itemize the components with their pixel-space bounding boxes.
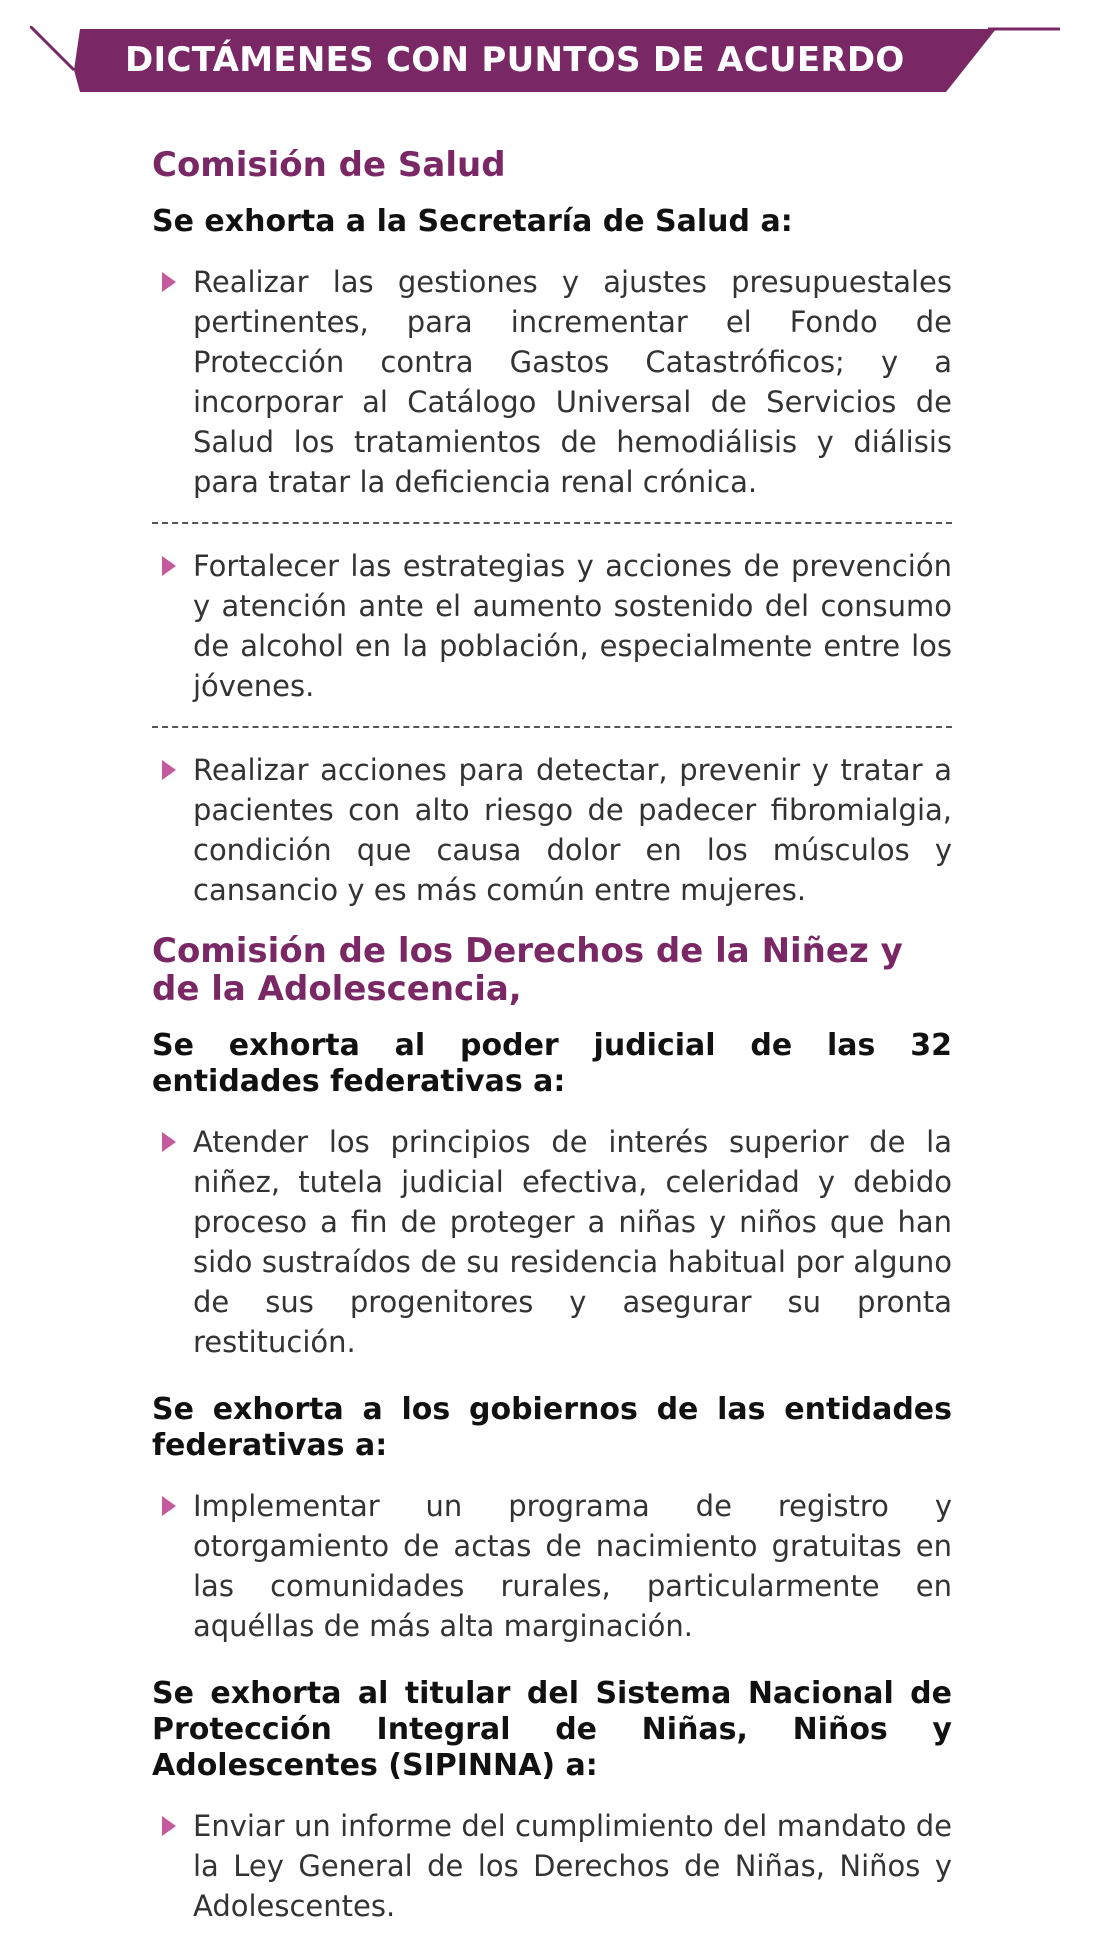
list-item xyxy=(152,546,952,706)
commission-heading: Comisión de Salud xyxy=(152,145,506,185)
dashed-divider xyxy=(152,522,952,524)
list-item-text: Fortalecer las estrategias y acciones de prevención y atención ante el aumento sostenido del consumo de alcohol en la población, especialmente entre los jóvenes. xyxy=(193,549,952,703)
triangle-bullet-icon xyxy=(162,556,176,576)
triangle-bullet-icon xyxy=(162,1132,176,1152)
section-banner xyxy=(30,26,1060,96)
list-item xyxy=(152,1806,952,1926)
commission-heading: Comisión de los Derechos de la Niñez y de la Adolescencia, xyxy=(152,931,903,1009)
dashed-divider xyxy=(152,726,952,728)
list-item xyxy=(152,1122,952,1362)
triangle-bullet-icon xyxy=(162,272,176,292)
triangle-bullet-icon xyxy=(162,760,176,780)
banner-title: DICTÁMENES CON PUNTOS DE ACUERDO xyxy=(125,40,905,80)
list-item-text: Enviar un informe del cumplimiento del mandato de la Ley General de los Derechos de Niñas, Niños y Adolescentes. xyxy=(193,1809,952,1923)
list-item xyxy=(152,262,952,502)
exhort-heading: Se exhorta al poder judicial de las 32 entidades federativas a: xyxy=(152,1028,952,1099)
list-item-text: Implementar un programa de registro y otorgamiento de actas de nacimiento gratuitas en las comunidades rurales, particularmente en aquéllas de más alta marginación. xyxy=(193,1489,952,1643)
list-item xyxy=(152,1486,952,1646)
triangle-bullet-icon xyxy=(162,1496,176,1516)
list-item-text: Realizar acciones para detectar, prevenir y tratar a pacientes con alto riesgo de padecer fibromialgia, condición que causa dolor en los músculos y cansancio y es más común entre mujeres. xyxy=(193,753,952,907)
exhort-heading: Se exhorta a la Secretaría de Salud a: xyxy=(152,204,793,239)
exhort-heading: Se exhorta a los gobiernos de las entidades federativas a: xyxy=(152,1392,952,1463)
triangle-bullet-icon xyxy=(162,1816,176,1836)
list-item-text: Realizar las gestiones y ajustes presupuestales pertinentes, para incrementar el Fondo de Protección contra Gastos Catastróficos; y a incorporar al Catálogo Universal de Servicios de Salud los tratamientos de hemodiálisis y diálisis para tratar la deficiencia renal crónica. xyxy=(193,265,952,499)
list-item xyxy=(152,750,952,910)
document-body xyxy=(152,146,952,1926)
list-item-text: Atender los principios de interés superior de la niñez, tutela judicial efectiva, celeridad y debido proceso a fin de proteger a niñas y niños que han sido sustraídos de su residencia habitual por alguno de sus progenitores y asegurar su pronta restitución. xyxy=(193,1125,952,1359)
exhort-heading: Se exhorta al titular del Sistema Nacional de Protección Integral de Niñas, Niños y Adolescentes (SIPINNA) a: xyxy=(152,1676,952,1783)
